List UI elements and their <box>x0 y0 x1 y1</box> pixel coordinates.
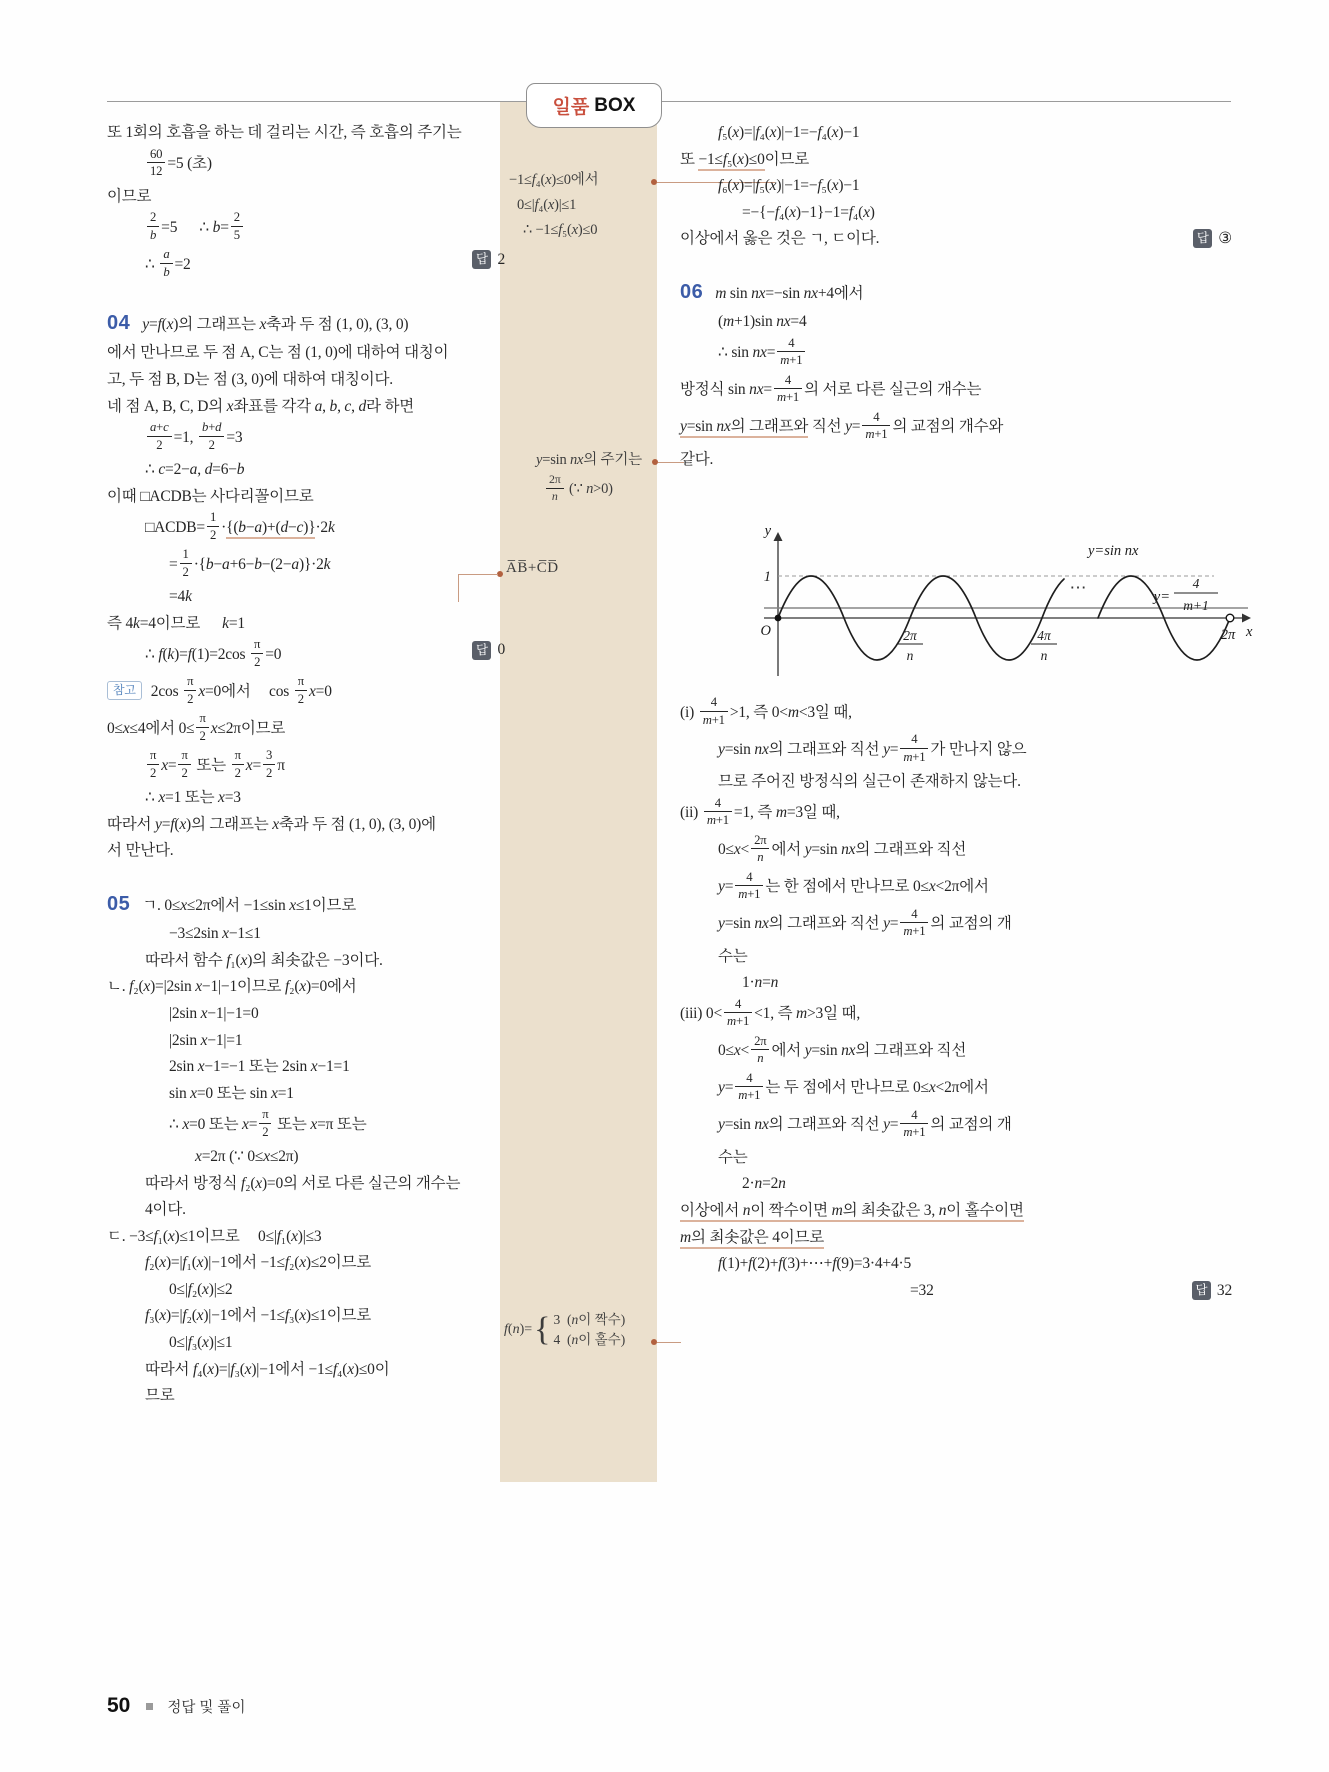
math-line <box>169 1055 505 1079</box>
math-line <box>107 368 505 392</box>
fraction: $\frac{4}{m+1}$ <box>735 1070 763 1104</box>
math-line <box>145 1384 505 1408</box>
math-text: f₂(x)=|f₁(x)|−1에서 −1≤f₂(x)≤2이므로 <box>145 1254 372 1272</box>
math-line <box>107 889 505 919</box>
math-line <box>195 1145 505 1169</box>
math-line <box>680 411 1232 445</box>
top-rule <box>107 101 1231 102</box>
math-line <box>107 485 505 509</box>
math-text: 0≤|f₃(x)|≤1 <box>169 1334 233 1351</box>
math-line <box>107 308 505 338</box>
math-line <box>145 1304 505 1328</box>
answer-badge: 답 <box>1192 1281 1211 1300</box>
math-line <box>169 548 505 582</box>
math-text: (iii) 0< $\frac{4}{m+1}$ <1, 즉 m>3일 때, <box>680 996 861 1029</box>
math-line <box>169 1002 505 1026</box>
fraction: $\frac{a+c}{2}$ <box>147 419 172 453</box>
fraction: $\frac{3}{2}$ <box>263 747 275 781</box>
math-text: 4이다. <box>145 1201 186 1219</box>
math-text: 서 만난다. <box>107 842 174 860</box>
math-line <box>680 1226 1232 1250</box>
math-text: 2·n=2n <box>742 1175 786 1193</box>
right-column-top <box>680 121 1232 471</box>
math-line <box>145 511 505 545</box>
math-line <box>910 1279 1232 1303</box>
fn-case-even: 3 (n이 짝수) <box>553 1312 626 1327</box>
fraction: $\frac{4}{m+1}$ <box>862 409 890 443</box>
math-text: y= $\frac{4}{m+1}$ 는 두 점에서 만나므로 0≤x<2π에서 <box>718 1070 989 1103</box>
math-line <box>718 871 1232 905</box>
fraction: $\frac{4}{m+1}$ <box>735 869 763 903</box>
sine-graph <box>708 483 1253 688</box>
math-line <box>145 1251 505 1275</box>
math-line <box>718 770 1232 794</box>
math-line <box>742 1172 1232 1196</box>
fn-cases <box>553 1310 625 1351</box>
math-line <box>107 185 505 209</box>
math-text: ∴ $\frac{a}{b}$ =2 <box>145 247 191 279</box>
answer-badge: 답 <box>472 250 491 269</box>
math-text: ∴ f(k)=f(1)=2cos $\frac{\pi}{2}$ =0 <box>145 637 282 669</box>
fraction: $\frac{2}{5}$ <box>231 209 243 243</box>
fraction: $\frac{b+d}{2}$ <box>199 419 224 453</box>
math-line <box>169 585 505 609</box>
math-line <box>680 448 1232 472</box>
math-line <box>718 1146 1232 1170</box>
note-ab-cd-text: A̅B̅+C̅D̅ <box>506 560 559 576</box>
footer-label: 정답 및 풀이 <box>167 1699 246 1716</box>
math-line <box>718 337 1232 371</box>
math-text: 므로 주어진 방정식의 실근이 존재하지 않는다. <box>718 773 1021 791</box>
tick-2pi: 2π <box>1220 627 1236 644</box>
math-text: $\frac{a+c}{2}$ =1, $\frac{b+d}{2}$ =3 <box>145 429 242 446</box>
answer-badge: 답 <box>1193 229 1212 248</box>
math-text: 0≤x< $\frac{2\pi}{n}$ 에서 y=sin nx의 그래프와 직선 <box>718 1033 967 1066</box>
math-line <box>107 395 505 419</box>
math-text: $\frac{2\pi}{n}$ (∵ n>0) <box>544 481 613 497</box>
math-text: −1≤f₄(x)≤0에서 <box>509 172 599 188</box>
box-tab-accent: 일품 <box>552 97 590 118</box>
fraction: $\frac{1}{2}$ <box>180 546 192 580</box>
math-line <box>169 1278 505 1302</box>
tick-4pi-n-den: n <box>1040 648 1048 664</box>
math-text: |2sin x−1|=1 <box>169 1031 243 1049</box>
fraction: $\frac{\pi}{2}$ <box>232 747 244 781</box>
math-line <box>718 1252 1232 1276</box>
math-text: ㄱ. 0≤x≤2π에서 −1≤sin x≤1이므로 <box>142 896 357 914</box>
fraction: $\frac{4}{m+1}$ <box>724 996 752 1030</box>
tick-2pi-n-den: n <box>906 648 914 664</box>
fraction: $\frac{\pi}{2}$ <box>251 636 263 670</box>
math-text: −3≤2sin x−1≤1 <box>169 925 261 943</box>
line-label-y: y= <box>1153 589 1170 606</box>
math-text: (i) $\frac{4}{m+1}$ >1, 즉 0<m<3일 때, <box>680 695 852 727</box>
math-line <box>145 211 505 245</box>
fraction: $\frac{\pi}{2}$ <box>184 673 196 707</box>
math-line <box>718 834 1232 868</box>
left-column <box>107 118 505 1411</box>
math-line <box>718 945 1232 969</box>
math-text: m의 최솟값은 4이므로 <box>680 1229 824 1249</box>
answer-badge: 답 <box>472 641 491 660</box>
math-text: □ACDB= $\frac{1}{2}$ ·{(b−a)+(d−c)}·2k <box>145 510 335 542</box>
note-sin-period <box>536 447 666 508</box>
math-text: ㄴ. f₂(x)=|2sin x−1|−1이므로 f₂(x)=0에서 <box>107 978 357 996</box>
fraction: $\frac{2}{b}$ <box>147 209 159 243</box>
math-text: y=sin nx의 그래프와 직선 y= $\frac{4}{m+1}$ 가 만나지 않으 <box>718 732 1027 764</box>
note-fn-cases <box>504 1310 664 1351</box>
math-text: 0≤x≤4에서 0≤ $\frac{\pi}{2}$ x≤2π이므로 <box>107 711 286 743</box>
fraction: $\frac{4}{m+1}$ <box>900 906 928 940</box>
sine-curve-segment-2 <box>1042 579 1064 618</box>
math-text: 수는 <box>718 947 748 965</box>
tick-4pi-n-num: 4π <box>1037 628 1051 644</box>
math-text: 방정식 sin nx= $\frac{4}{m+1}$ 의 서로 다른 실근의 개수는 <box>680 372 982 405</box>
math-line <box>107 341 505 365</box>
problem-number: 04 <box>107 312 131 335</box>
math-text: y=sin nx의 그래프와 직선 y= $\frac{4}{m+1}$ 의 교점의 개 <box>718 906 1012 939</box>
math-line <box>742 201 1232 225</box>
x-axis-label: x <box>1246 624 1253 641</box>
footer-separator-icon <box>146 1703 153 1710</box>
math-line <box>680 1199 1232 1223</box>
fraction: $\frac{4}{m+1}$ <box>777 335 805 369</box>
math-text: 같다. <box>680 450 714 468</box>
y-axis-label: y <box>764 523 771 540</box>
fraction: $\frac{4}{m+1}$ <box>704 795 732 829</box>
math-line <box>145 1358 505 1382</box>
x-axis-arrow-icon <box>1242 614 1251 623</box>
math-text: 또 −1≤f₅(x)≤0이므로 <box>680 151 809 171</box>
math-line <box>169 1029 505 1053</box>
fn-lhs: f(n)= <box>504 1322 533 1338</box>
math-line <box>718 1035 1232 1069</box>
math-text: 수는 <box>718 1148 748 1166</box>
math-text: $\frac{\pi}{2}$ x= $\frac{\pi}{2}$ 또는 $\frac{\pi}{2}$ x= $\frac{3}{2}$ π <box>145 757 285 774</box>
math-text: y=f(x)의 그래프는 x축과 두 점 (1, 0), (3, 0) <box>142 316 409 334</box>
origin-point <box>775 615 782 622</box>
problem-number: 06 <box>680 280 704 303</box>
answer: 답 2 <box>472 248 505 272</box>
math-text: (ii) $\frac{4}{m+1}$ =1, 즉 m=3일 때, <box>680 795 840 828</box>
math-line <box>169 1108 505 1142</box>
math-text: =32 <box>910 1281 934 1299</box>
math-text: 1·n=n <box>742 974 779 992</box>
line-label-den: m+1 <box>1183 598 1209 614</box>
math-line <box>680 797 1232 831</box>
math-line <box>680 696 1232 730</box>
math-text: |2sin x−1|−1=0 <box>169 1004 259 1022</box>
notes-column-background <box>500 102 657 1482</box>
math-line <box>680 227 1232 251</box>
math-text: (m+1)sin nx=4 <box>718 313 807 331</box>
math-line <box>523 219 659 242</box>
right-column <box>680 118 1253 1305</box>
math-line <box>718 1072 1232 1106</box>
math-line <box>145 1198 505 1222</box>
math-text: 따라서 방정식 f₂(x)=0의 서로 다른 실근의 개수는 <box>145 1174 461 1192</box>
y-axis-arrow-icon <box>774 532 783 541</box>
fraction: $\frac{\pi}{2}$ <box>147 747 159 781</box>
math-line <box>145 749 505 783</box>
box-tab <box>526 83 662 128</box>
math-text: 따라서 f₄(x)=|f₃(x)|−1에서 −1≤f₄(x)≤0이 <box>145 1360 390 1378</box>
math-text: = $\frac{1}{2}$ ·{b−a+6−b−(2−a)}·2k <box>169 547 331 579</box>
math-text: ∴ x=0 또는 x= $\frac{\pi}{2}$ 또는 x=π 또는 <box>169 1107 367 1139</box>
math-line <box>718 121 1232 145</box>
math-text: 0≤x< $\frac{2\pi}{n}$ 에서 y=sin nx의 그래프와 직선 <box>718 832 967 865</box>
math-line <box>680 374 1232 408</box>
math-line <box>680 277 1232 307</box>
curve-label: y=sin nx <box>1088 543 1139 560</box>
math-line <box>107 813 505 837</box>
page-number: 50 <box>107 1694 131 1717</box>
math-text: ∴ −1≤f₅(x)≤0 <box>523 222 598 239</box>
math-text: 므로 <box>145 1387 175 1405</box>
math-text: 에서 만나므로 두 점 A, C는 점 (1, 0)에 대하여 대칭이 <box>107 344 449 362</box>
math-text: 이상에서 n이 짝수이면 m의 최솟값은 3, n이 홀수이면 <box>680 1202 1024 1222</box>
math-line <box>718 310 1232 334</box>
math-line <box>544 474 666 506</box>
fraction: $\frac{2\pi}{n}$ <box>751 832 769 866</box>
answer: 답 ③ <box>1193 227 1232 251</box>
fraction: $\frac{4}{m+1}$ <box>700 694 728 728</box>
math-text: x=2π (∵ 0≤x≤2π) <box>195 1148 299 1166</box>
ellipsis: ⋯ <box>1069 578 1087 598</box>
math-line <box>145 1172 505 1196</box>
note-f4-range <box>509 167 659 245</box>
note-ab-cd <box>506 560 559 577</box>
math-line <box>169 1331 505 1355</box>
fraction: $\frac{\pi}{2}$ <box>259 1106 271 1140</box>
math-text: =4k <box>169 588 192 606</box>
math-text: y=sin nx의 그래프와 직선 y= $\frac{4}{m+1}$ 의 교점의 개 <box>718 1107 1012 1140</box>
brace-icon: { <box>534 1310 551 1348</box>
math-text: ㄷ. −3≤f₁(x)≤1이므로 0≤|f₁(x)|≤3 <box>107 1227 322 1245</box>
fraction: $\frac{\pi}{2}$ <box>178 747 190 781</box>
math-text: 따라서 y=f(x)의 그래프는 x축과 두 점 (1, 0), (3, 0)에 <box>107 815 436 833</box>
math-line <box>145 638 505 672</box>
problem-number: 05 <box>107 892 131 915</box>
open-endpoint <box>1226 614 1234 622</box>
math-text: sin x=0 또는 sin x=1 <box>169 1084 294 1102</box>
fraction: $\frac{a}{b}$ <box>160 246 172 280</box>
answer: 답 0 <box>472 638 505 662</box>
fraction: $\frac{60}{12}$ <box>147 146 165 180</box>
origin-label: O <box>760 623 771 640</box>
math-line <box>718 1109 1232 1143</box>
math-line <box>145 949 505 973</box>
math-line <box>509 169 659 192</box>
fn-case-odd: 4 (n이 홀수) <box>553 1332 626 1348</box>
math-line <box>718 733 1232 767</box>
fraction: $\frac{1}{2}$ <box>207 509 219 543</box>
math-text: $\frac{60}{12}$ =5 (초) <box>145 155 212 172</box>
math-line <box>145 421 505 455</box>
math-text: 네 점 A, B, C, D의 x좌표를 각각 a, b, c, d라 하면 <box>107 397 415 415</box>
math-line <box>169 922 505 946</box>
math-text: $\frac{2}{b}$ =5 ∴ b= $\frac{2}{5}$ <box>145 219 245 236</box>
fraction: $\frac{4}{m+1}$ <box>774 372 802 406</box>
math-text: f₆(x)=|f₅(x)|−1=−f₅(x)−1 <box>718 177 860 195</box>
math-text: f₃(x)=|f₂(x)|−1에서 −1≤f₃(x)≤1이므로 <box>145 1307 372 1325</box>
math-text: 즉 4k=4이므로 k=1 <box>107 614 245 632</box>
math-line <box>107 975 505 999</box>
math-text: =−{−f₄(x)−1}−1=f₄(x) <box>742 203 875 221</box>
math-text: 2sin x−1=−1 또는 2sin x−1=1 <box>169 1058 350 1076</box>
box-tab-rest: BOX <box>594 94 636 116</box>
math-line <box>107 675 505 709</box>
fraction: $\frac{2\pi}{n}$ <box>751 1033 769 1067</box>
math-text: 0≤|f₄(x)|≤1 <box>517 197 577 214</box>
math-line <box>169 1082 505 1106</box>
math-text: y= $\frac{4}{m+1}$ 는 한 점에서 만나므로 0≤x<2π에서 <box>718 869 989 902</box>
math-text: 이므로 <box>107 187 152 205</box>
line-label-num: 4 <box>1192 576 1200 592</box>
math-text: 또 1회의 호흡을 하는 데 걸리는 시간, 즉 호흡의 주기는 <box>107 124 462 141</box>
math-line <box>145 458 505 482</box>
math-line <box>680 148 1232 172</box>
page-footer <box>107 1694 245 1718</box>
math-text: ∴ c=2−a, d=6−b <box>145 461 245 479</box>
math-line <box>517 194 659 217</box>
math-line <box>145 148 505 182</box>
math-text: 0≤|f₂(x)|≤2 <box>169 1280 233 1298</box>
math-text: 이상에서 옳은 것은 ㄱ, ㄷ이다. <box>680 230 880 248</box>
sine-graph-svg <box>708 483 1253 683</box>
math-line <box>107 839 505 863</box>
math-line <box>145 248 505 282</box>
math-text: y=sin nx의 그래프와 직선 y= $\frac{4}{m+1}$ 의 교점의 개수와 <box>680 409 1004 442</box>
math-line <box>145 786 505 810</box>
fraction: $\frac{\pi}{2}$ <box>295 673 307 707</box>
note-badge: 참고 <box>107 681 142 700</box>
right-column-bottom <box>680 696 1232 1302</box>
y-tick-1: 1 <box>763 569 771 586</box>
fraction: $\frac{4}{m+1}$ <box>900 1107 928 1141</box>
tick-2pi-n-num: 2π <box>903 628 917 644</box>
math-text: f(1)+f(2)+f(3)+⋯+f(9)=3·4+4·5 <box>718 1255 912 1273</box>
math-line <box>107 712 505 746</box>
fraction: $\frac{\pi}{2}$ <box>196 710 208 744</box>
answer: 답 32 <box>1192 1279 1232 1303</box>
math-line <box>742 971 1232 995</box>
math-line <box>107 121 505 145</box>
math-text: ∴ sin nx= $\frac{4}{m+1}$ <box>718 344 807 361</box>
fraction: $\frac{4}{m+1}$ <box>900 731 928 765</box>
math-line <box>536 449 666 472</box>
math-line <box>107 612 505 636</box>
math-line <box>107 1225 505 1249</box>
math-text: 2cos $\frac{\pi}{2}$ x=0에서 cos $\frac{\pi}{2}$ x=0 <box>150 674 332 706</box>
math-text: 따라서 함수 f₁(x)의 최솟값은 −3이다. <box>145 951 383 969</box>
fraction: $\frac{2\pi}{n}$ <box>546 472 564 504</box>
math-text: 고, 두 점 B, D는 점 (3, 0)에 대하여 대칭이다. <box>107 371 393 389</box>
math-line <box>718 174 1232 198</box>
math-text: y=sin nx의 주기는 <box>536 452 642 468</box>
math-line <box>680 998 1232 1032</box>
math-text: 이때 □ACDB는 사다리꼴이므로 <box>107 487 314 505</box>
math-text: m sin nx=−sin nx+4에서 <box>715 284 864 302</box>
math-text: f₅(x)=|f₄(x)|−1=−f₄(x)−1 <box>718 124 860 141</box>
math-text: ∴ x=1 또는 x=3 <box>145 789 241 807</box>
math-line <box>718 908 1232 942</box>
